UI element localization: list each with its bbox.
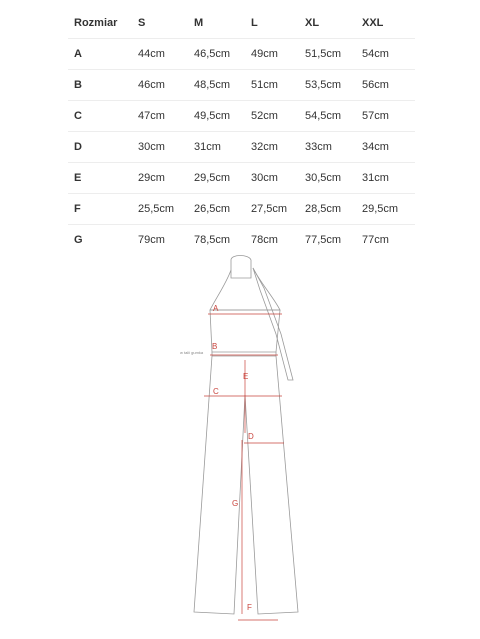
table-cell: 56cm (356, 70, 415, 101)
table-cell: 30cm (245, 163, 299, 194)
header-size: Rozmiar (68, 8, 132, 39)
table-cell: 51cm (245, 70, 299, 101)
table-cell: 46,5cm (188, 39, 245, 70)
table-row (68, 70, 415, 101)
measure-d-label: D (248, 432, 254, 441)
table-cell: 28,5cm (299, 194, 356, 225)
measure-g-label: G (232, 499, 239, 508)
table-cell: 34cm (356, 132, 415, 163)
table-cell: 31cm (356, 163, 415, 194)
measurement-lines (204, 314, 284, 620)
header-xl: XL (299, 8, 356, 39)
jumpsuit-diagram-svg (150, 250, 330, 630)
row-label: D (68, 132, 132, 163)
table-cell: 78cm (251, 234, 278, 246)
jumpsuit-diagram (150, 250, 330, 630)
table-cell: 29,5cm (188, 163, 245, 194)
size-table (68, 8, 415, 255)
table-cell: 78,5cm (194, 234, 231, 246)
table-cell: 57cm (356, 101, 415, 132)
table-header-row (68, 8, 415, 39)
measure-f-label: F (247, 603, 252, 612)
table-cell: 32cm (245, 132, 299, 163)
table-cell: 25,5cm (132, 194, 188, 225)
table-cell: 77cm (362, 234, 389, 246)
table-cell: 31cm (188, 132, 245, 163)
table-row (68, 39, 415, 70)
measure-b-label: B (212, 342, 218, 351)
row-label: C (68, 101, 132, 132)
row-label: F (68, 194, 132, 225)
table-cell: 30,5cm (299, 163, 356, 194)
table-row (68, 194, 415, 225)
table-row (68, 132, 415, 163)
row-label: B (68, 70, 132, 101)
table-row (68, 163, 415, 194)
measure-c-label: C (213, 387, 219, 396)
table-cell: 49,5cm (188, 101, 245, 132)
row-label: G (74, 234, 83, 246)
table-cell: 46cm (132, 70, 188, 101)
header-l: L (245, 8, 299, 39)
garment-outline (194, 256, 298, 615)
table-cell: 51,5cm (299, 39, 356, 70)
table-cell: 44cm (132, 39, 188, 70)
table-cell: 54cm (356, 39, 415, 70)
table-cell: 52cm (245, 101, 299, 132)
table-cell: 33cm (299, 132, 356, 163)
table-cell: 77,5cm (305, 234, 342, 246)
header-m: M (188, 8, 245, 39)
table-row (68, 101, 415, 132)
table-cell: 49cm (245, 39, 299, 70)
table-cell: 27,5cm (245, 194, 299, 225)
table-cell: 53,5cm (299, 70, 356, 101)
row-label: E (68, 163, 132, 194)
waist-note-label: w talii gumka (180, 350, 204, 355)
table-cell: 29,5cm (356, 194, 415, 225)
table-cell: 29cm (132, 163, 188, 194)
table-cell: 48,5cm (188, 70, 245, 101)
table-cell: 47cm (132, 101, 188, 132)
table-cell: 54,5cm (299, 101, 356, 132)
header-xxl: XXL (356, 8, 415, 39)
table-cell: 79cm (138, 234, 165, 246)
header-s: S (132, 8, 188, 39)
measure-a-label: A (213, 304, 219, 313)
table-cell: 30cm (132, 132, 188, 163)
measure-e-label: E (243, 372, 249, 381)
row-label: A (68, 39, 132, 70)
table-cell: 26,5cm (188, 194, 245, 225)
